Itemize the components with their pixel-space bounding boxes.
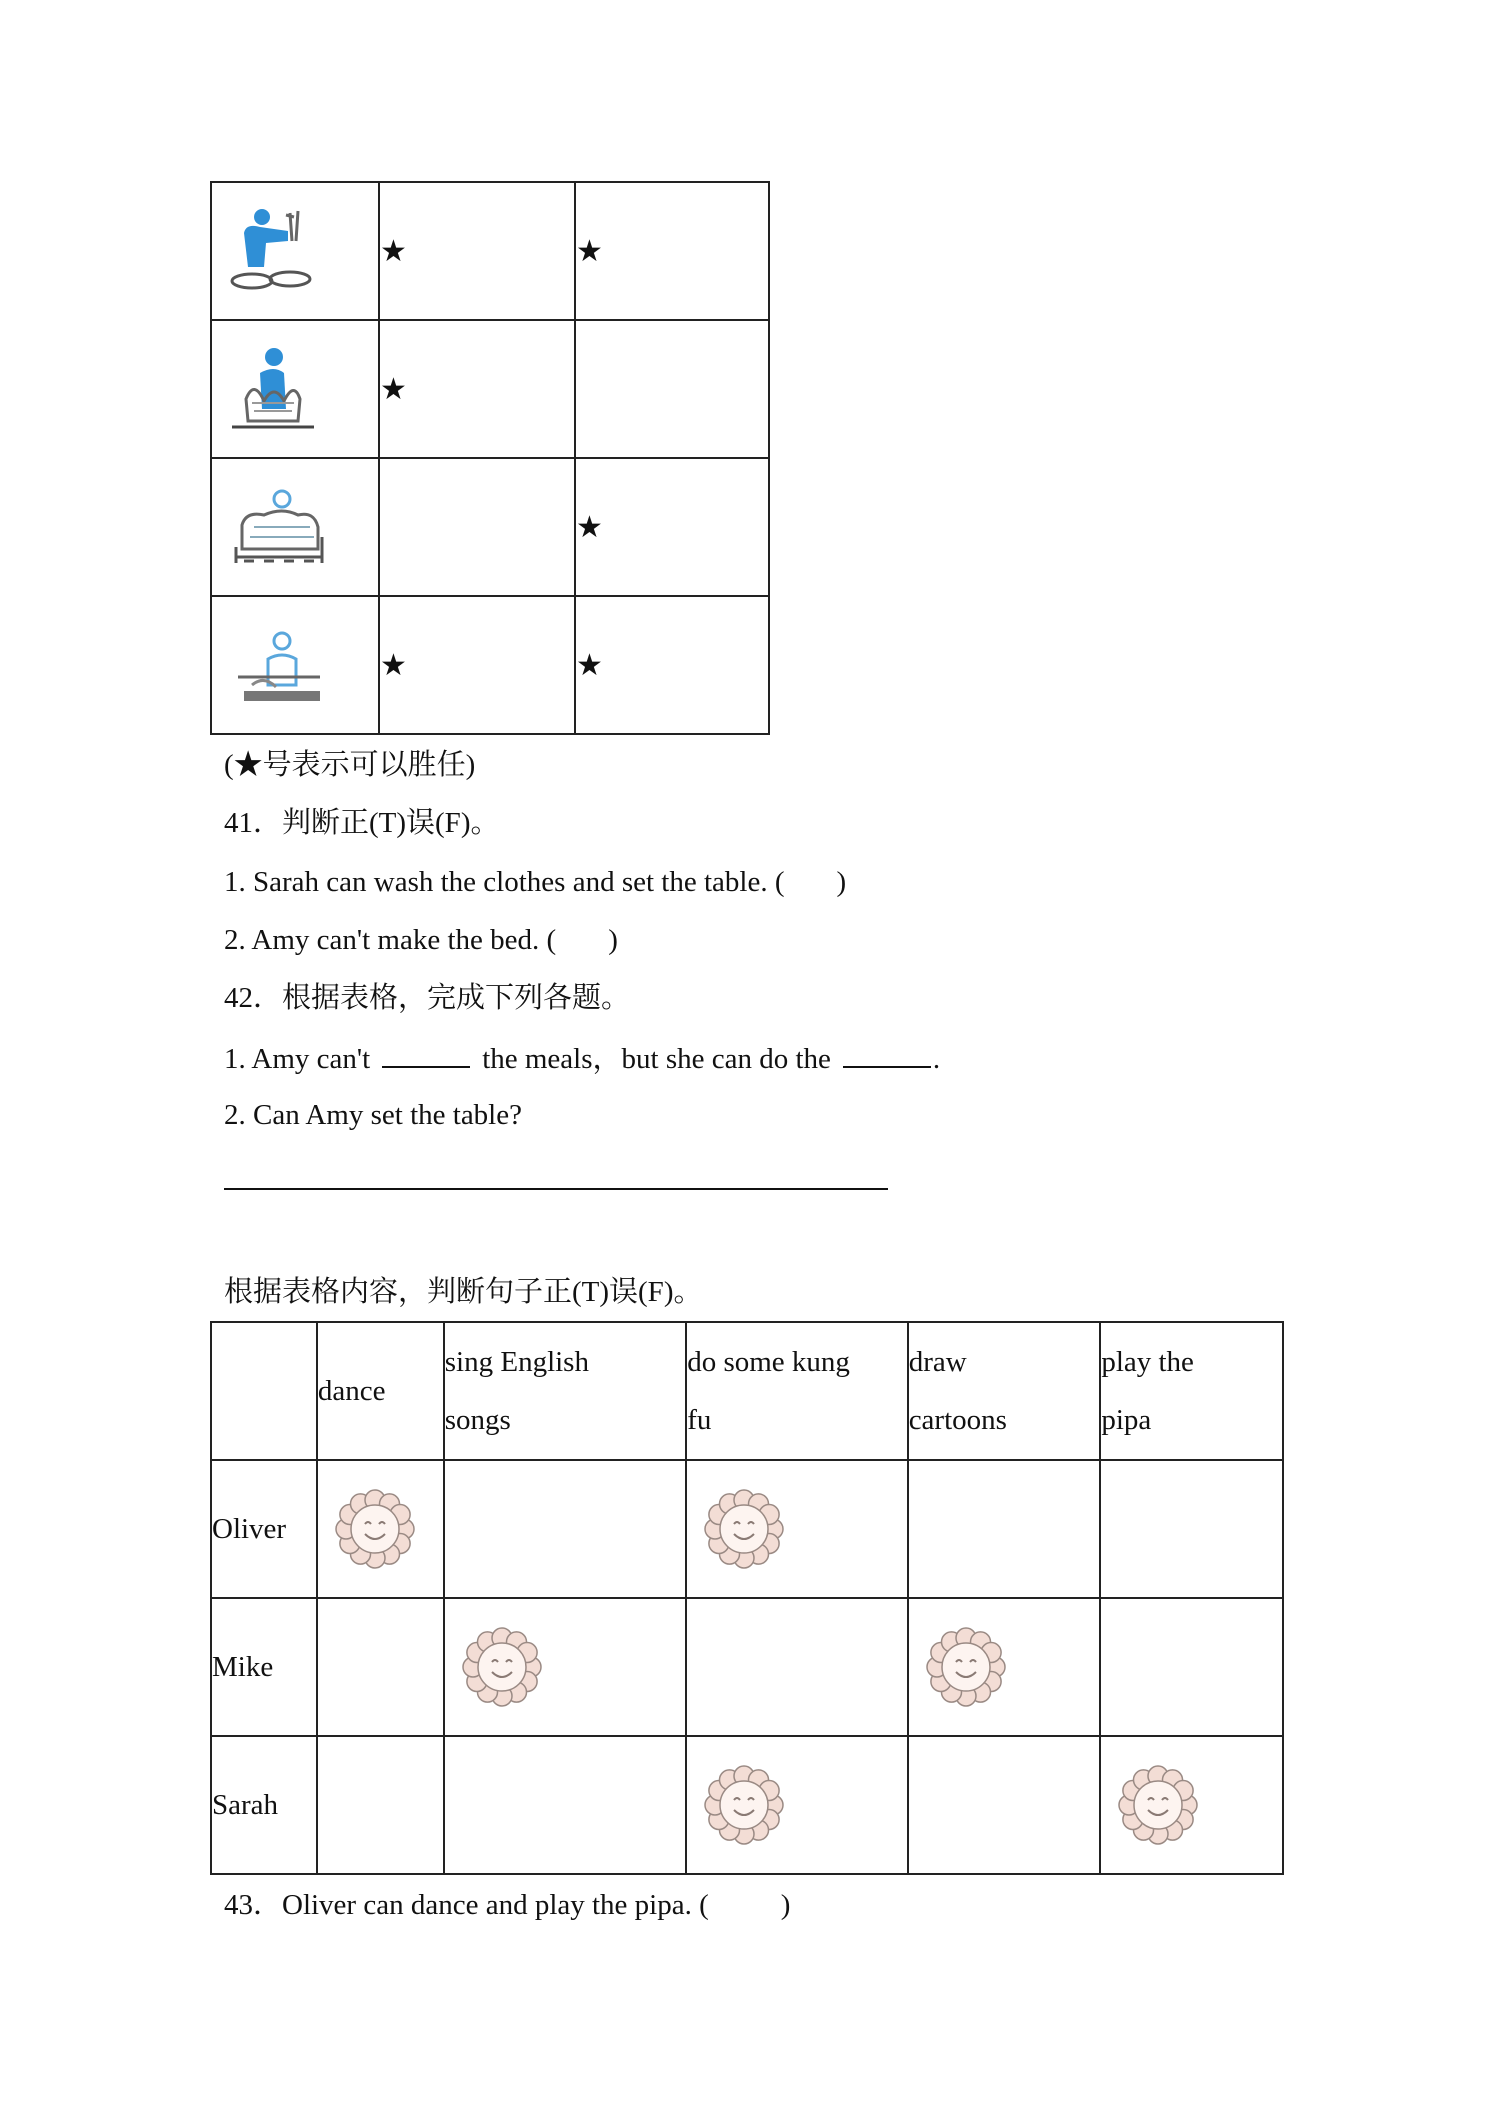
- question-text: 1. Amy can't: [224, 1043, 371, 1075]
- table-row: [211, 596, 769, 734]
- header-label: draw: [908, 1346, 967, 1378]
- star-cell: [379, 458, 575, 596]
- smiley-flower-icon: [701, 1486, 787, 1572]
- table-row: [211, 1598, 1283, 1736]
- table-row: [211, 182, 769, 320]
- make-bed-icon: [211, 458, 379, 596]
- activity-cell: [1100, 1736, 1283, 1874]
- header-label: pipa: [1101, 1404, 1152, 1436]
- question-text: the meals，but she can do the: [482, 1043, 831, 1075]
- header-label: do some kung: [687, 1346, 850, 1378]
- star-note: (★号表示可以胜任): [224, 749, 476, 781]
- header-label: play the: [1101, 1346, 1194, 1378]
- header-label: cartoons: [908, 1404, 1007, 1436]
- question-42-item-1: [224, 1040, 940, 1076]
- table-row: [211, 458, 769, 596]
- header-label: sing English: [444, 1346, 589, 1378]
- activity-cell: [444, 1736, 686, 1874]
- answer-line[interactable]: [224, 1188, 888, 1190]
- wash-clothes-icon: [211, 320, 379, 458]
- question-41-title: 41．判断正(T)误(F)。: [224, 807, 500, 839]
- smiley-flower-icon: [332, 1486, 418, 1572]
- question-41-item-1: [224, 865, 846, 899]
- star-cell: ★: [379, 320, 575, 458]
- smiley-flower-icon: [923, 1624, 1009, 1710]
- table-2-intro: 根据表格内容，判断句子正(T)误(F)。: [224, 1276, 703, 1308]
- activity-cell: [444, 1598, 686, 1736]
- header-empty-cell: [211, 1322, 317, 1460]
- activity-cell: [1100, 1460, 1283, 1598]
- header-label: songs: [444, 1404, 511, 1436]
- question-42-title: 42．根据表格，完成下列各题。: [224, 982, 631, 1014]
- period: .: [932, 1043, 941, 1075]
- star-cell: ★: [575, 458, 769, 596]
- question-43: [224, 1888, 790, 1922]
- header-cell: [686, 1322, 908, 1460]
- question-text: 1. Sarah can wash the clothes and set the table. (: [224, 866, 785, 898]
- star-cell: ★: [575, 182, 769, 320]
- table-row: [211, 1736, 1283, 1874]
- header-label: dance: [317, 1375, 386, 1407]
- header-cell: [1100, 1322, 1283, 1460]
- activity-cell: [317, 1460, 444, 1598]
- question-text: 43．Oliver can dance and play the pipa. (: [224, 1889, 709, 1921]
- header-cell: [444, 1322, 686, 1460]
- close-paren: ): [780, 1889, 791, 1921]
- star-cell: ★: [379, 182, 575, 320]
- header-label: fu: [687, 1404, 712, 1436]
- activity-cell: [317, 1736, 444, 1874]
- smiley-flower-icon: [459, 1624, 545, 1710]
- activity-cell: [908, 1598, 1101, 1736]
- set-table-icon: [211, 596, 379, 734]
- activity-cell: [686, 1598, 908, 1736]
- question-42-item-2: 2. Can Amy set the table?: [224, 1099, 522, 1131]
- question-text: 2. Amy can't make the bed. (: [224, 924, 557, 956]
- activity-cell: [908, 1460, 1101, 1598]
- fill-blank-2[interactable]: [843, 1040, 931, 1068]
- chores-table: [210, 181, 770, 735]
- activity-cell: [686, 1736, 908, 1874]
- fill-blank-1[interactable]: [382, 1040, 470, 1068]
- student-name: Sarah: [211, 1736, 317, 1874]
- cook-meals-icon: [211, 182, 379, 320]
- star-cell: ★: [575, 596, 769, 734]
- star-cell: ★: [379, 596, 575, 734]
- question-41-item-2: [224, 923, 618, 957]
- activity-cell: [444, 1460, 686, 1598]
- activity-cell: [686, 1460, 908, 1598]
- student-name: Oliver: [211, 1460, 317, 1598]
- header-cell: [317, 1322, 444, 1460]
- header-cell: [908, 1322, 1101, 1460]
- close-paren: ): [836, 866, 847, 898]
- activities-table: [210, 1321, 1284, 1875]
- smiley-flower-icon: [701, 1762, 787, 1848]
- table-header-row: [211, 1322, 1283, 1460]
- star-cell: [575, 320, 769, 458]
- activity-cell: [317, 1598, 444, 1736]
- student-name: Mike: [211, 1598, 317, 1736]
- activity-cell: [1100, 1598, 1283, 1736]
- close-paren: ): [608, 924, 618, 956]
- table-row: [211, 1460, 1283, 1598]
- smiley-flower-icon: [1115, 1762, 1201, 1848]
- activity-cell: [908, 1736, 1101, 1874]
- table-row: [211, 320, 769, 458]
